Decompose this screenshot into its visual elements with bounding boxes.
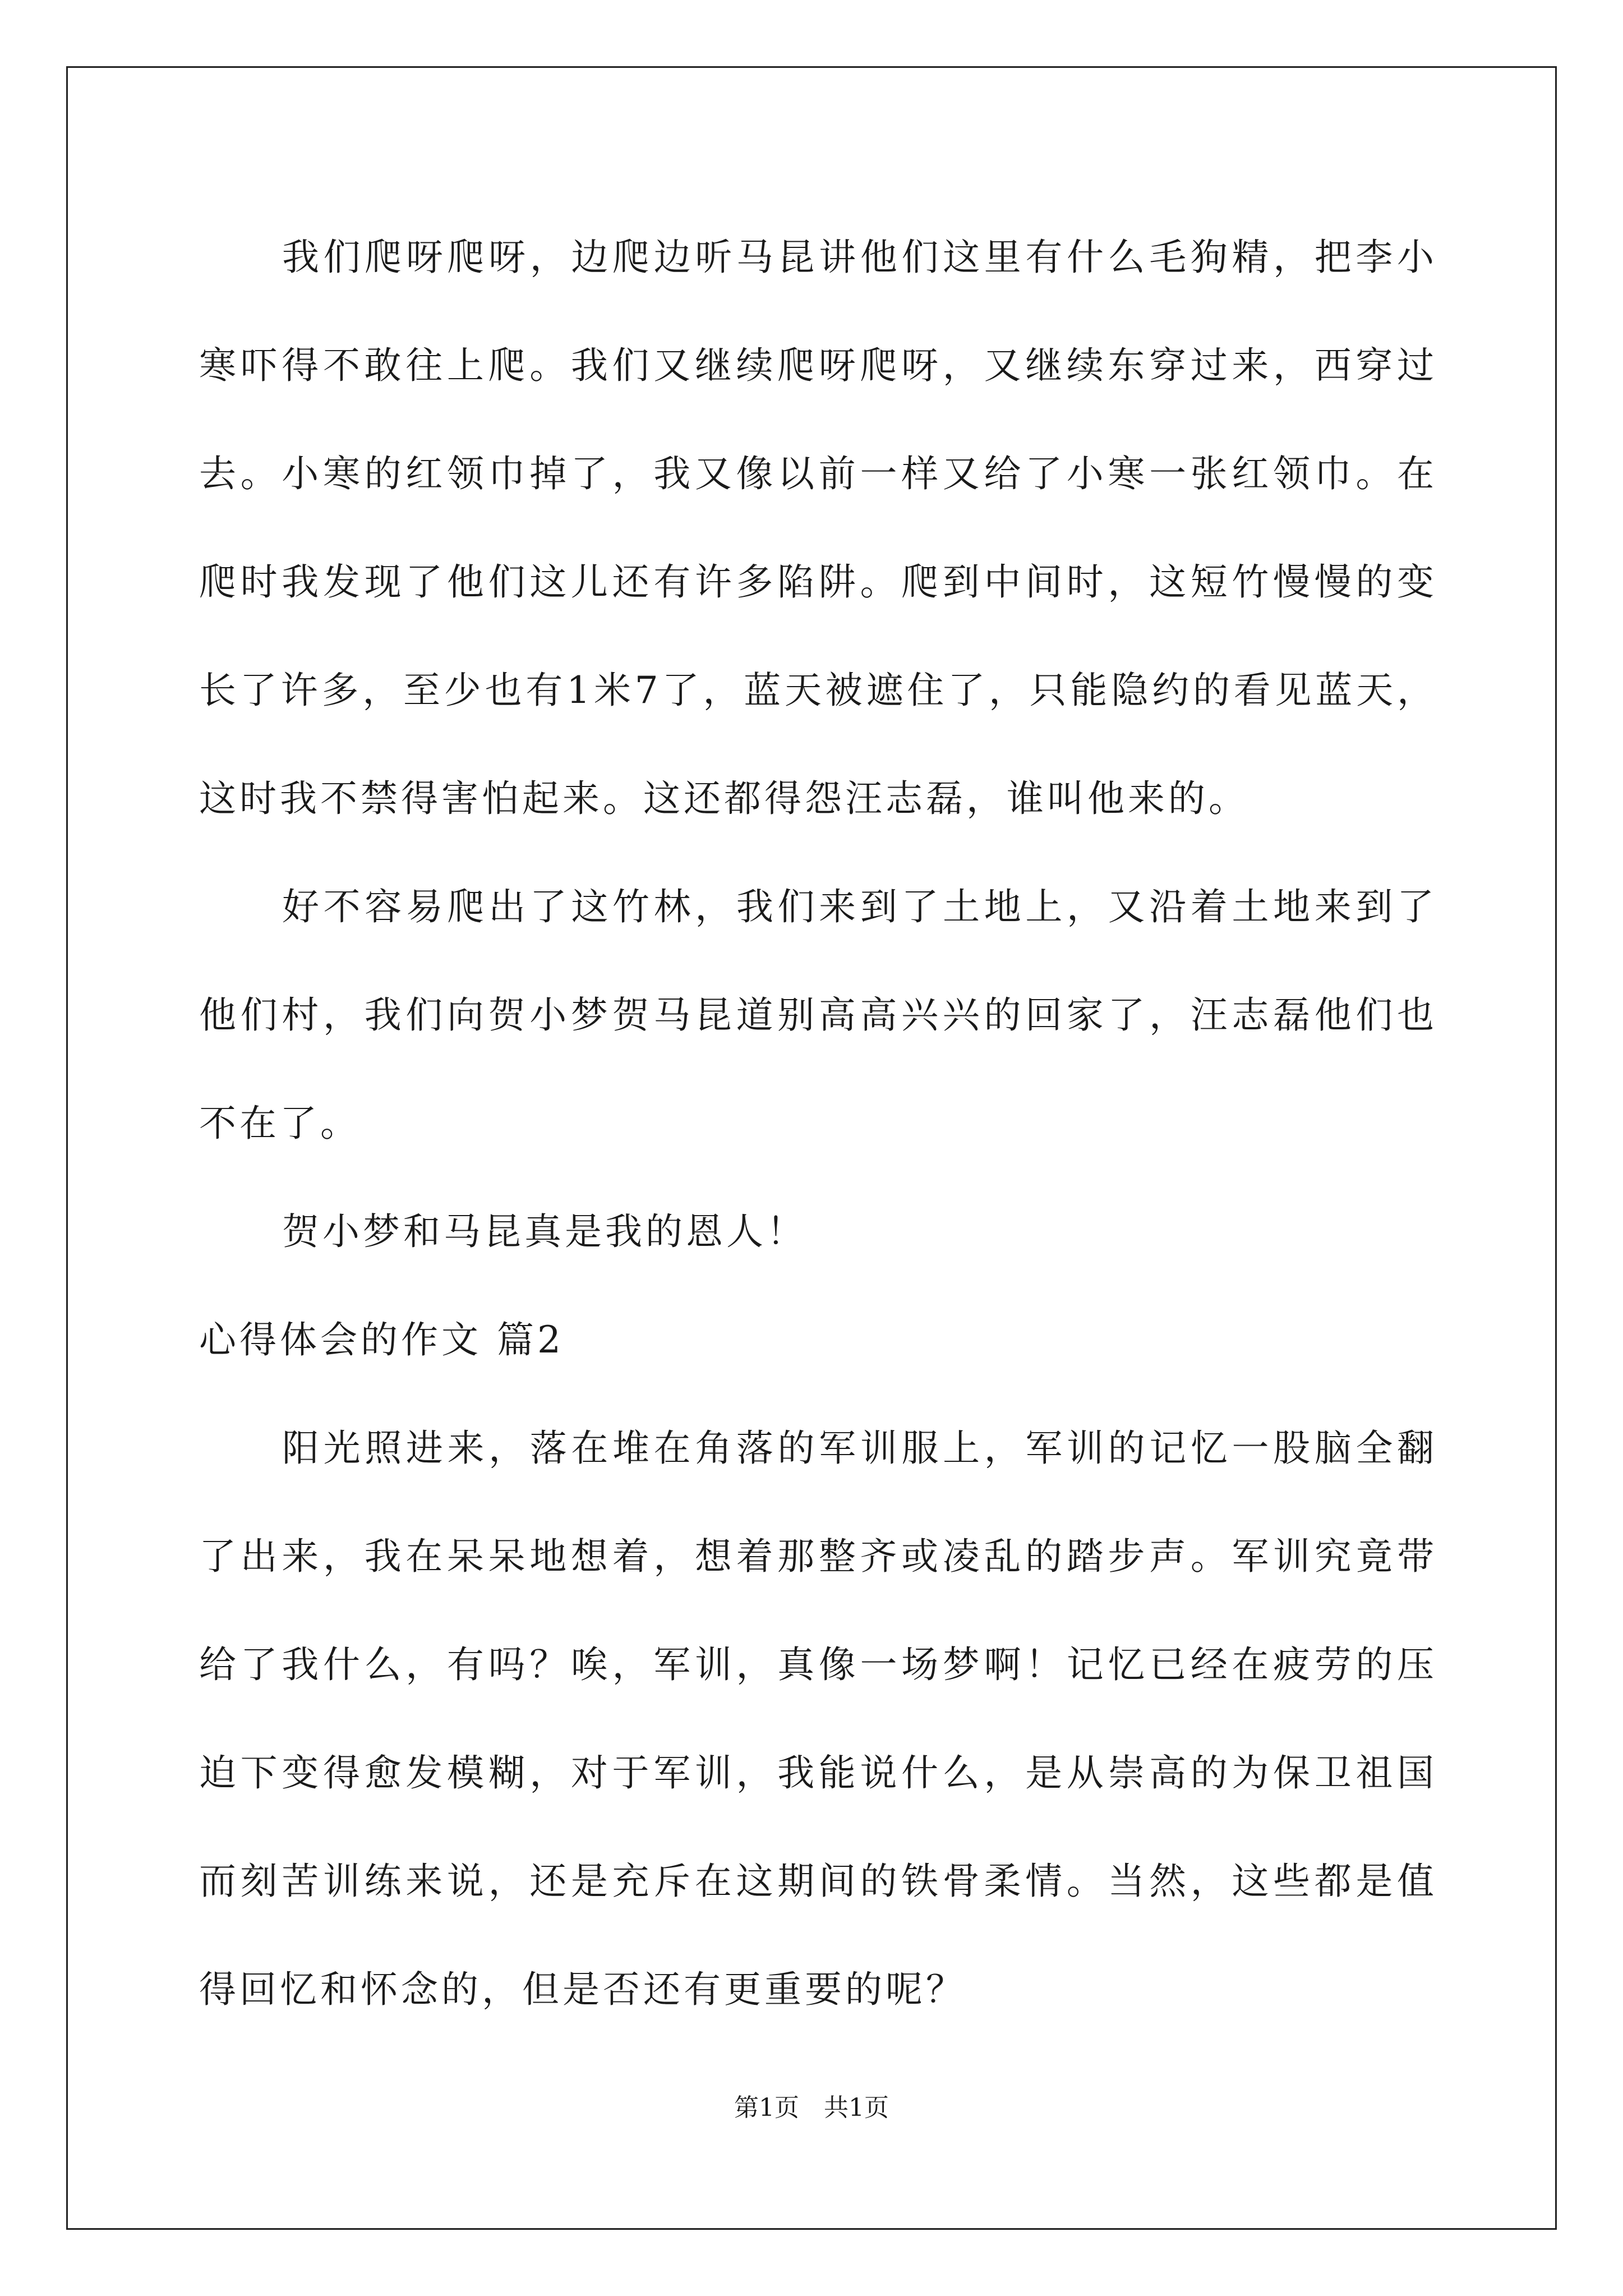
paragraph-4: 阳光照进来，落在堆在角落的军训服上，军训的记忆一股脑全翻了出来，我在呆呆地想着，想着那整齐或凌乱的踏步声。军训究竟带给了我什么，有吗？唉，军训，真像一场梦啊！记忆已经在疲劳的压迫下变得愈发模糊，对于军训，我能说什么，是从崇高的为保卫祖国而刻苦训练来说，还是充斥在这期间的铁骨柔情。当然，这些都是值得回忆和怀念的，但是否还有更重要的呢？: [199, 1427, 1437, 2011]
paragraph-2: 好不容易爬出了这竹林，我们来到了土地上，又沿着土地来到了他们村，我们向贺小梦贺马昆道别高高兴兴的回家了，汪志磊他们也不在了。: [199, 885, 1437, 1145]
paragraph-1: 我们爬呀爬呀，边爬边听马昆讲他们这里有什么毛狗精，把李小寒吓得不敢往上爬。我们又继续爬呀爬呀，又继续东穿过来，西穿过去。小寒的红领巾掉了，我又像以前一样又给了小寒一张红领巾。在爬时我发现了他们这儿还有许多陷阱。爬到中间时，这短竹慢慢的变长了许多，至少也有1米7了，蓝天被遮住了，只能隐约的看见蓝天，这时我不禁得害怕起来。这还都得怨汪志磊，谁叫他来的。: [199, 236, 1437, 820]
paragraph-3: 贺小梦和马昆真是我的恩人！: [282, 1210, 807, 1253]
page-number-footer: 第1页 共1页: [734, 2093, 889, 2122]
section-heading: 心得体会的作文 篇2: [199, 1318, 564, 1361]
document-body: [199, 203, 1437, 2044]
